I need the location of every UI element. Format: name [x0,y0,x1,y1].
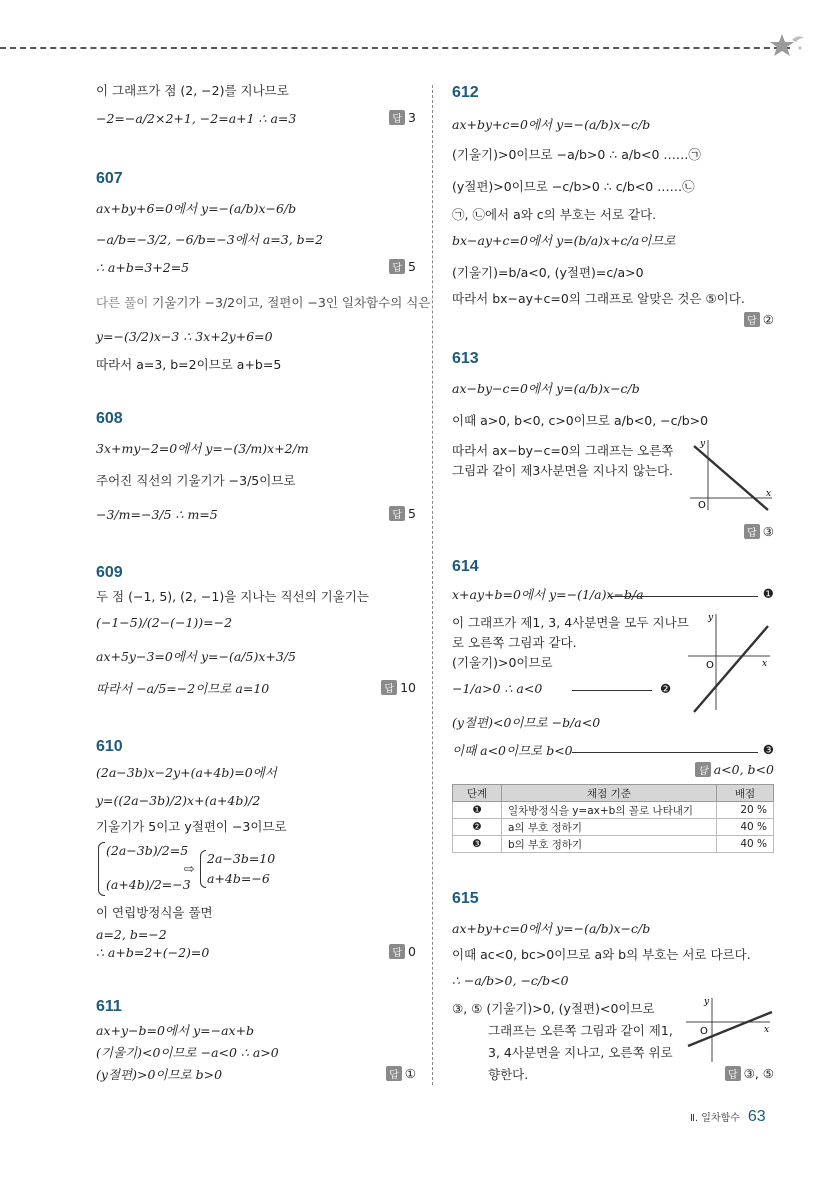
table-header: 배점 [717,785,774,802]
alt-solution-line: 다른 풀이 기울기가 −3/2이고, 절편이 −3인 일차함수의 식은 [96,295,431,310]
star-icon [768,30,808,64]
p615-line: ③, ⑤ (기울기)>0, (y절편)<0이므로 [452,1001,655,1016]
origin-label: O [698,500,706,511]
system-equation: (a+4b)/2=−3 [106,877,191,892]
answer-badge: 답 3 [389,110,416,125]
p612-line: bx−ay+c=0에서 y=(b/a)x+c/a이므로 [452,233,676,248]
problem-number-609: 609 [96,564,123,581]
column-divider [432,85,433,1085]
answer-badge: 답 ② [744,312,774,327]
system-equation: (2a−3b)/2=5 [106,843,189,858]
problem-number-610: 610 [96,738,123,755]
p612-line: (y절편)>0이므로 −c/b>0 ∴ c/b<0 ……㉡ [452,179,695,194]
p607-line: ∴ a+b=3+2=5 [96,260,190,275]
line-graph-613 [686,434,774,514]
p615-line: 3, 4사분면을 지나고, 오른쪽 위로 [488,1045,673,1060]
p607-line: ax+by+6=0에서 y=−(a/b)x−6/b [96,201,297,216]
p612-line: ㉠, ㉡에서 a와 c의 부호는 서로 같다. [452,207,657,222]
p608-line: 주어진 직선의 기울기가 −3/5이므로 [96,473,296,488]
table-row: ❸ b의 부호 정하기 40 % [453,836,774,853]
leader-line [572,690,652,691]
p612-line: (기울기)>0이므로 −a/b>0 ∴ a/b<0 ……㉠ [452,147,701,162]
p609-line: (−1−5)/(2−(−1))=−2 [96,615,233,630]
table-header: 채점 기준 [502,785,717,802]
line-graph-615 [684,994,774,1064]
page-number: 63 [747,1108,766,1125]
intro-line-2: −2=−a/2×2+1, −2=a+1 ∴ a=3 [96,111,297,126]
p610-line: ∴ a+b=2+(−2)=0 [96,945,210,960]
axis-label-x: x [766,489,772,499]
p613-line: ax−by−c=0에서 y=(a/b)x−c/b [452,381,640,396]
p612-line: (기울기)=b/a<0, (y절편)=c/a>0 [452,265,644,280]
answer-badge: 답 ① [386,1066,416,1081]
implies-arrow-icon: ⇨ [184,861,195,876]
p614-line: 로 오른쪽 그림과 같다. [452,635,577,650]
p608-line: 3x+my−2=0에서 y=−(3/m)x+2/m [96,441,309,456]
p614-line: 이 그래프가 제1, 3, 4사분면을 모두 지나므 [452,615,689,630]
p610-line: 이 연립방정식을 풀면 [96,905,213,920]
p609-line: ax+5y−3=0에서 y=−(a/5)x+3/5 [96,649,296,664]
answer-badge: 답 ③, ⑤ [725,1066,774,1081]
p611-line: (y절편)>0이므로 b>0 [96,1067,223,1082]
leader-line [608,596,758,597]
header-dashed-line [0,47,790,49]
p615-line: 이때 ac<0, bc>0이므로 a와 b의 부호는 서로 다르다. [452,947,751,962]
leader-line [572,752,758,753]
answer-badge: 답 10 [381,680,416,695]
step-marker: ❶ [762,586,774,601]
scoring-table [452,784,774,853]
step-marker: ❷ [660,681,672,696]
answer-badge: 답 5 [389,506,416,521]
p610-line: 기울기가 5이고 y절편이 −3이므로 [96,819,287,834]
problem-number-614: 614 [452,558,479,575]
p613-line: 따라서 ax−by−c=0의 그래프는 오른쪽 [452,443,674,458]
p612-line: 따라서 bx−ay+c=0의 그래프로 알맞은 것은 ⑤이다. [452,291,745,306]
system-brace [200,850,206,888]
problem-number-613: 613 [452,350,479,367]
system-brace [98,842,105,896]
answer-badge: 답 0 [389,944,416,959]
table-header: 단계 [453,785,502,802]
origin-label: O [700,1026,708,1037]
system-equation: a+4b=−6 [207,871,270,886]
p615-line: 향한다. [488,1067,529,1082]
p608-line: −3/m=−3/5 ∴ m=5 [96,507,218,522]
problem-number-612: 612 [452,84,479,101]
p610-line: (2a−3b)x−2y+(a+4b)=0에서 [96,765,277,780]
p607-line: −a/b=−3/2, −6/b=−3에서 a=3, b=2 [96,232,324,247]
table-row: ❶ 일차방정식을 y=ax+b의 꼴로 나타내기 20 % [453,802,774,819]
p614-line: x+ay+b=0에서 y=−(1/a)x−b/a [452,587,644,602]
page-footer [690,1108,780,1126]
p614-line: −1/a>0 ∴ a<0 [452,681,543,696]
axis-label-y: y [700,439,706,449]
answer-badge: 답 5 [389,259,416,274]
system-equation: 2a−3b=10 [207,851,276,866]
p613-line: 이때 a>0, b<0, c>0이므로 a/b<0, −c/b>0 [452,413,709,428]
problem-number-615: 615 [452,890,479,907]
problem-number-607: 607 [96,170,123,187]
p610-line: a=2, b=−2 [96,927,167,942]
intro-line-1: 이 그래프가 점 (2, −2)를 지나므로 [96,83,289,98]
origin-label: O [706,660,714,671]
chapter-label: Ⅱ. 일차함수 [690,1113,740,1124]
table-row: ❷ a의 부호 정하기 40 % [453,819,774,836]
p611-line: ax+y−b=0에서 y=−ax+b [96,1023,255,1038]
p609-line: 따라서 −a/5=−2이므로 a=10 [96,681,270,696]
p610-line: y=((2a−3b)/2)x+(a+4b)/2 [96,793,261,808]
line-graph-614 [686,610,774,714]
p614-line: 이때 a<0이므로 b<0 [452,743,573,758]
p611-line: (기울기)<0이므로 −a<0 ∴ a>0 [96,1045,279,1060]
p613-line: 그림과 같이 제3사분면을 지나지 않는다. [452,463,674,478]
p615-line: ∴ −a/b>0, −c/b<0 [452,973,569,988]
p615-line: ax+by+c=0에서 y=−(a/b)x−c/b [452,921,651,936]
axis-label-x: x [762,659,768,669]
p615-line: 그래프는 오른쪽 그림과 같이 제1, [488,1023,673,1038]
answer-badge: 답 a<0, b<0 [695,762,774,777]
axis-label-x: x [764,1025,770,1035]
alt-solution-line: 따라서 a=3, b=2이므로 a+b=5 [96,357,282,372]
step-marker: ❸ [762,742,774,757]
problem-number-608: 608 [96,410,123,427]
p614-line: (기울기)>0이므로 [452,655,553,670]
alt-solution-line: y=−(3/2)x−3 ∴ 3x+2y+6=0 [96,329,273,344]
p614-line: (y절편)<0이므로 −b/a<0 [452,715,601,730]
answer-badge: 답 ③ [744,524,774,539]
problem-number-611: 611 [96,998,122,1015]
axis-label-y: y [708,613,714,623]
p612-line: ax+by+c=0에서 y=−(a/b)x−c/b [452,117,651,132]
axis-label-y: y [704,997,710,1007]
p609-line: 두 점 (−1, 5), (2, −1)을 지나는 직선의 기울기는 [96,589,369,604]
alt-solution-marker: 다른 풀이 [96,295,149,310]
